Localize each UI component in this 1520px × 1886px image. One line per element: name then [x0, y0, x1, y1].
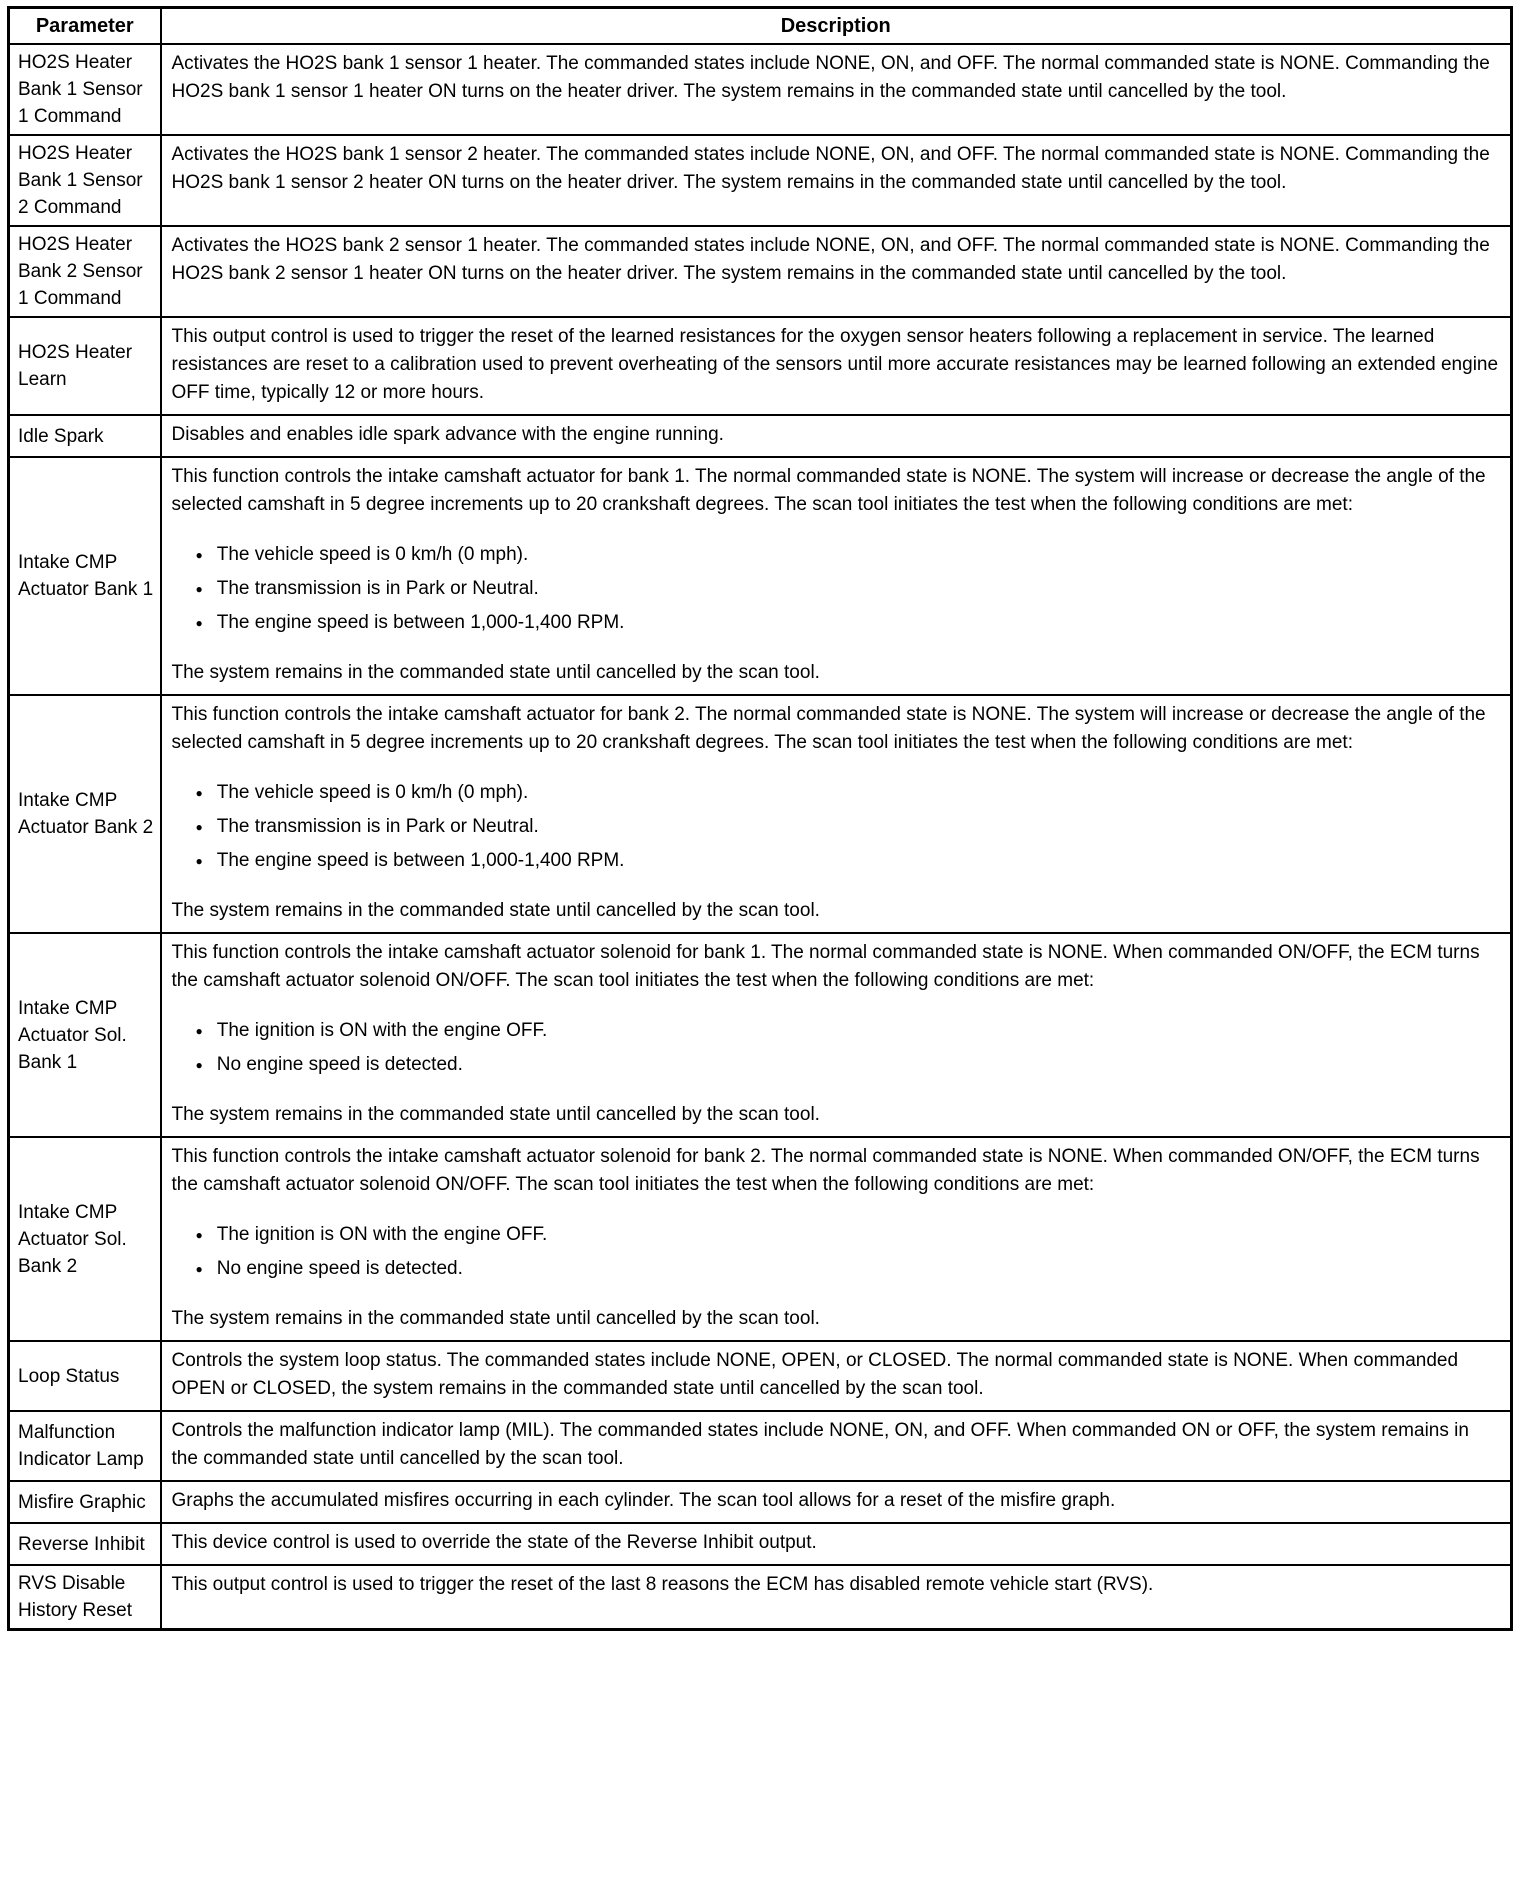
bullet-text: No engine speed is detected.	[216, 1258, 463, 1279]
table-row	[9, 44, 1512, 135]
description-paragraph: This function controls the intake camshaft actuator for bank 1. The normal commanded state is NONE. The system will increase or decrease the angle of the selected camshaft in 5 degree increments up to 20 crankshaft degrees. The scan tool initiates the test when the following conditions are met:	[171, 466, 1486, 515]
parameter-cell: Reverse Inhibit	[9, 1523, 161, 1565]
bullet-list	[172, 1221, 1501, 1283]
parameter-cell: Malfunction Indicator Lamp	[9, 1411, 161, 1481]
table-row	[9, 135, 1512, 226]
table-row	[9, 1523, 1512, 1565]
bullet-item	[196, 847, 1501, 875]
bullet-text: The vehicle speed is 0 km/h (0 mph).	[216, 544, 529, 565]
description-paragraph: This function controls the intake camshaft actuator for bank 2. The normal commanded state is NONE. The system will increase or decrease the angle of the selected camshaft in 5 degree increments up to 20 crankshaft degrees. The scan tool initiates the test when the following conditions are met:	[171, 704, 1486, 753]
bullet-icon: ●	[195, 1262, 203, 1276]
bullet-text: The ignition is ON with the engine OFF.	[216, 1224, 548, 1245]
bullet-list	[172, 1017, 1501, 1079]
table-row	[9, 1481, 1512, 1523]
bullet-text: The ignition is ON with the engine OFF.	[216, 1020, 548, 1041]
bullet-icon: ●	[195, 616, 203, 630]
bullet-list	[172, 541, 1501, 637]
description-cell	[161, 1341, 1512, 1411]
description-cell	[161, 695, 1512, 933]
description-cell	[161, 317, 1512, 415]
description-paragraph: Controls the malfunction indicator lamp (MIL). The commanded states include NONE, ON, and OFF. When commanded ON or OFF, the system remains in the commanded state until cancelled by the scan tool.	[171, 1420, 1469, 1469]
bullet-icon: ●	[195, 582, 203, 596]
bullet-text: The transmission is in Park or Neutral.	[216, 578, 539, 599]
bullet-item	[196, 779, 1501, 807]
description-cell	[161, 1523, 1512, 1565]
description-paragraph: This device control is used to override the state of the Reverse Inhibit output.	[171, 1532, 817, 1553]
bullet-icon: ●	[195, 1058, 203, 1072]
table-row	[9, 457, 1512, 695]
parameter-cell: HO2S Heater Bank 1 Sensor 2 Command	[9, 135, 161, 226]
table-row	[9, 226, 1512, 317]
bullet-icon: ●	[195, 786, 203, 800]
description-paragraph: This function controls the intake camshaft actuator solenoid for bank 2. The normal commanded state is NONE. When commanded ON/OFF, the ECM turns the camshaft actuator solenoid ON/OFF. The scan tool initiates the test when the following conditions are met:	[171, 1146, 1480, 1195]
bullet-item	[196, 575, 1501, 603]
table-row	[9, 1341, 1512, 1411]
parameter-cell: Intake CMP Actuator Sol. Bank 2	[9, 1137, 161, 1341]
description-paragraph: The system remains in the commanded state until cancelled by the scan tool.	[171, 1308, 820, 1329]
description-paragraph: Controls the system loop status. The commanded states include NONE, OPEN, or CLOSED. The normal commanded state is NONE. When commanded OPEN or CLOSED, the system remains in the commanded state until cancelled by the scan tool.	[171, 1350, 1459, 1399]
bullet-icon: ●	[195, 1228, 203, 1242]
bullet-item	[196, 1221, 1501, 1249]
description-paragraph: This function controls the intake camshaft actuator solenoid for bank 1. The normal commanded state is NONE. When commanded ON/OFF, the ECM turns the camshaft actuator solenoid ON/OFF. The scan tool initiates the test when the following conditions are met:	[171, 942, 1480, 991]
description-paragraph: The system remains in the commanded state until cancelled by the scan tool.	[171, 900, 820, 921]
parameter-cell: Intake CMP Actuator Bank 2	[9, 695, 161, 933]
bullet-text: The transmission is in Park or Neutral.	[216, 816, 539, 837]
description-cell	[161, 1481, 1512, 1523]
bullet-text: The vehicle speed is 0 km/h (0 mph).	[216, 782, 529, 803]
bullet-list	[172, 779, 1501, 875]
table-row	[9, 933, 1512, 1137]
parameter-cell: Idle Spark	[9, 415, 161, 457]
description-cell	[161, 1411, 1512, 1481]
table-row	[9, 317, 1512, 415]
table-body	[9, 44, 1512, 1630]
bullet-icon: ●	[195, 820, 203, 834]
header-row	[9, 8, 1512, 45]
parameter-cell: HO2S Heater Bank 1 Sensor 1 Command	[9, 44, 161, 135]
parameter-cell: Intake CMP Actuator Bank 1	[9, 457, 161, 695]
bullet-text: The engine speed is between 1,000-1,400 RPM.	[216, 612, 625, 633]
description-paragraph: Activates the HO2S bank 1 sensor 2 heater. The commanded states include NONE, ON, and OFF. The normal commanded state is NONE. Commanding the HO2S bank 1 sensor 2 heater ON turns on the heater driver. The system remains in the commanded state until cancelled by the tool.	[171, 144, 1490, 193]
parameter-cell: HO2S Heater Bank 2 Sensor 1 Command	[9, 226, 161, 317]
description-paragraph: This output control is used to trigger the reset of the last 8 reasons the ECM has disabled remote vehicle start (RVS).	[171, 1574, 1154, 1595]
parameter-cell: Intake CMP Actuator Sol. Bank 1	[9, 933, 161, 1137]
table-row	[9, 1137, 1512, 1341]
description-cell	[161, 1137, 1512, 1341]
parameter-cell: Misfire Graphic	[9, 1481, 161, 1523]
description-cell	[161, 933, 1512, 1137]
bullet-item	[196, 1017, 1501, 1045]
description-paragraph: Graphs the accumulated misfires occurring in each cylinder. The scan tool allows for a reset of the misfire graph.	[171, 1490, 1116, 1511]
description-paragraph: Activates the HO2S bank 1 sensor 1 heater. The commanded states include NONE, ON, and OFF. The normal commanded state is NONE. Commanding the HO2S bank 1 sensor 1 heater ON turns on the heater driver. The system remains in the commanded state until cancelled by the tool.	[171, 53, 1490, 102]
parameter-cell: RVS Disable History Reset	[9, 1565, 161, 1630]
header-description: Description	[161, 8, 1512, 45]
bullet-icon: ●	[195, 548, 203, 562]
description-cell	[161, 135, 1512, 226]
description-cell	[161, 457, 1512, 695]
table-row	[9, 415, 1512, 457]
bullet-item	[196, 1051, 1501, 1079]
table-row	[9, 1411, 1512, 1481]
bullet-icon: ●	[195, 1024, 203, 1038]
description-paragraph: Activates the HO2S bank 2 sensor 1 heater. The commanded states include NONE, ON, and OFF. The normal commanded state is NONE. Commanding the HO2S bank 2 sensor 1 heater ON turns on the heater driver. The system remains in the commanded state until cancelled by the tool.	[171, 235, 1490, 284]
bullet-text: The engine speed is between 1,000-1,400 RPM.	[216, 850, 625, 871]
bullet-text: No engine speed is detected.	[216, 1054, 463, 1075]
description-cell	[161, 415, 1512, 457]
description-paragraph: The system remains in the commanded state until cancelled by the scan tool.	[171, 1104, 820, 1125]
table-row	[9, 695, 1512, 933]
description-paragraph: This output control is used to trigger the reset of the learned resistances for the oxygen sensor heaters following a replacement in service. The learned resistances are reset to a calibration used to prevent overheating of the sensors until more accurate resistances may be learned following an extended engine OFF time, typically 12 or more hours.	[171, 326, 1499, 403]
description-cell	[161, 226, 1512, 317]
bullet-item	[196, 609, 1501, 637]
description-cell	[161, 1565, 1512, 1630]
description-cell	[161, 44, 1512, 135]
header-parameter: Parameter	[9, 8, 161, 45]
parameter-cell: Loop Status	[9, 1341, 161, 1411]
table-row	[9, 1565, 1512, 1630]
parameter-cell: HO2S Heater Learn	[9, 317, 161, 415]
bullet-item	[196, 1255, 1501, 1283]
bullet-icon: ●	[195, 854, 203, 868]
description-paragraph: Disables and enables idle spark advance with the engine running.	[171, 424, 724, 445]
parameter-description-table	[7, 6, 1513, 1631]
bullet-item	[196, 541, 1501, 569]
bullet-item	[196, 813, 1501, 841]
description-paragraph: The system remains in the commanded state until cancelled by the scan tool.	[171, 662, 820, 683]
